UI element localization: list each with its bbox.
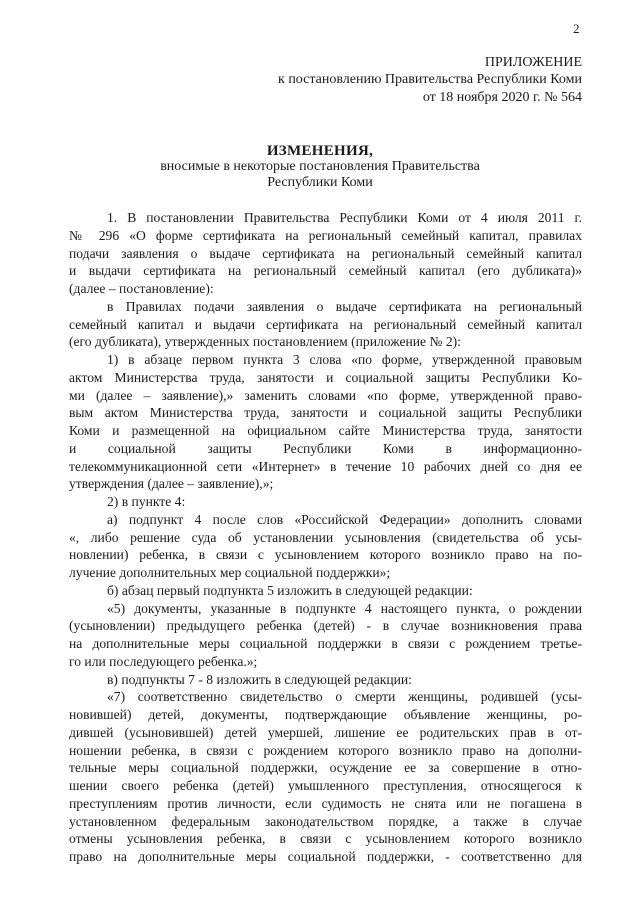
text-line: (усыновлении) предыдущего ребенка (детей) - в случае возникновения права (69, 618, 582, 634)
appendix-resolution: к постановлению Правительства Республики Коми (278, 72, 582, 87)
text-line: и социальной защиты Республики Коми в информационно- (69, 440, 582, 456)
text-line: актом Министерства труда, занятости и социальной защиты Республики Ко- (69, 369, 582, 385)
text-line: отмены усыновления ребенка, в связи с усыновлением которого возникло (69, 831, 582, 847)
text-line: дившей (усыновившей) детей умершей, лишение ее родительских прав в от- (69, 724, 582, 740)
text-line: 1. В постановлении Правительства Республики Коми от 4 июля 2011 г. (107, 210, 582, 225)
text-line: «7) соответственно свидетельство о смерти женщины, родившей (усы- (107, 689, 582, 705)
text-line: Коми и размещенной на официальном сайте Министерства труда, занятости (69, 423, 582, 438)
text-line: б) абзац первый подпункта 5 изложить в следующей редакции: (107, 582, 473, 598)
text-line: установленном федеральным законодательством порядке, а также в случае (69, 813, 582, 829)
text-line: право на дополнительные меры социальной поддержки, - соответственно для (69, 849, 582, 864)
text-line: шении своего ребенка (детей) умышленного преступления, относящегося к (69, 778, 582, 793)
appendix-heading: ПРИЛОЖЕНИЕ (484, 55, 582, 70)
text-line: тельные меры социальной поддержки, осуждение ее за совершение в отно- (69, 760, 582, 776)
text-line: подачи заявления о выдаче сертификата на региональный семейный капитал (69, 245, 582, 261)
text-line: а) подпункт 4 после слов «Российской Федерации» дополнить словами (107, 511, 582, 527)
text-line: № 296 «О форме сертификата на региональный семейный капитал, правилах (69, 227, 582, 243)
text-line: ми (далее – заявление),» заменить словами «по форме, утвержденной право- (69, 387, 582, 403)
text-line: в) подпункты 7 - 8 изложить в следующей редакции: (107, 671, 412, 687)
text-line: 2) в пункте 4: (107, 494, 186, 509)
text-line: преступлениям против личности, если судимость не снята или не погашена в (69, 795, 582, 811)
text-line: «5) документы, указанные в подпункте 4 настоящего пункта, о рождении (107, 600, 582, 616)
text-line: «, либо решение суда об установлении усыновления (свидетельства об усы- (69, 529, 582, 545)
text-line: и выдачи сертификата на региональный семейный капитал (его дубликата)» (69, 263, 582, 279)
appendix-date: от 18 ноября 2020 г. № 564 (422, 90, 582, 105)
text-line: на дополнительные меры социальной поддержки в связи с рождением третье- (69, 636, 582, 651)
text-line: телекоммуникационной сети «Интернет» в течение 10 рабочих дней со дня ее (69, 458, 582, 474)
text-line: вым актом Министерства труда, занятости и социальной защиты Республики (69, 405, 582, 421)
text-line: семейный капитал и выдачи сертификата на региональный семейный капитал (69, 316, 582, 332)
document-body (69, 209, 582, 866)
text-line: го или последующего ребенка.»; (69, 653, 258, 669)
text-line: новившей) детей, документы, подтверждающие объявление женщины, ро- (69, 707, 582, 722)
text-line: новлении) ребенка, в связи с усыновлением которого возникло право на по- (69, 547, 582, 563)
text-line: лучение дополнительных мер социальной поддержки»; (69, 565, 391, 580)
text-line: в Правилах подачи заявления о выдаче сертификата на региональный (107, 298, 582, 314)
document-subtitle-line2: Республики Коми (267, 175, 373, 190)
text-line: (далее – постановление): (69, 281, 214, 296)
text-line: ношении ребенка, в связи с рождением которого возникло право на дополни- (69, 742, 582, 758)
text-line: утверждения (далее – заявление),»; (69, 476, 274, 492)
text-line: (его дубликата), утвержденных постановлением (приложение № 2): (69, 334, 461, 350)
document-subtitle-line1: вносимые в некоторые постановления Правительства (160, 159, 480, 174)
document-title: ИЗМЕНЕНИЯ, (266, 143, 374, 159)
text-line: 1) в абзаце первом пункта 3 слова «по форме, утвержденной правовым (107, 352, 582, 367)
page-number: 2 (573, 21, 580, 36)
